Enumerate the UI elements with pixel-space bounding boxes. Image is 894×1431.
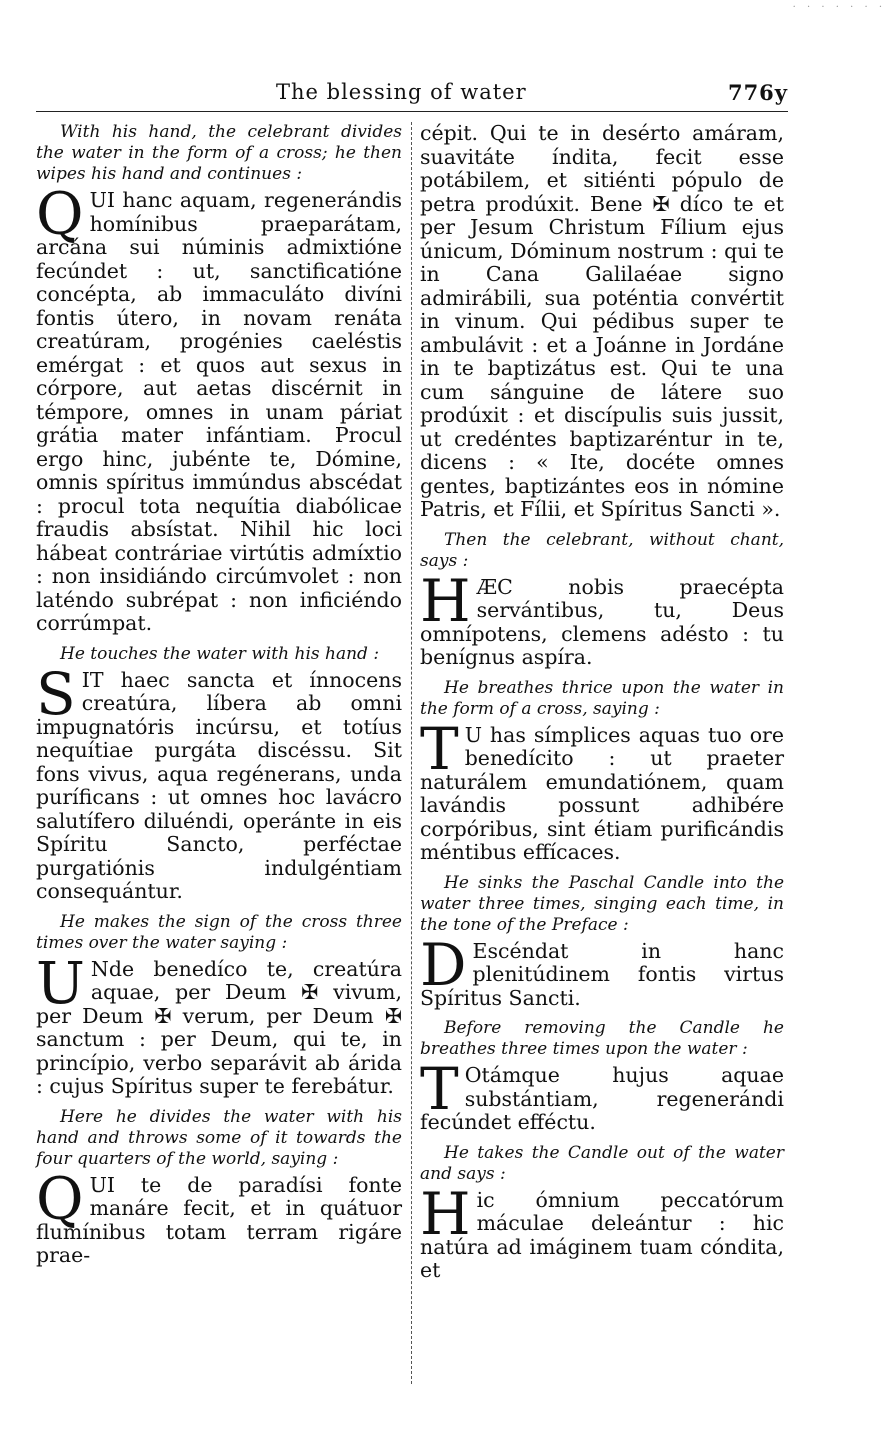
prayer-text: UI hanc aquam, regenerándis homínibus praeparátam, arcána sui núminis admixtióne fecúndet : ut, sanctificatióne concépta, ab immaculáto divíni fontis útero, in novam renáta creatúram, progénies caeléstis emérgat : et quos aut sexus in córpore, aut aetas discérnit in témpore, omnes in unam páriat grátia mater infántiam. Procul ergo hinc, jubénte te, Dómine, omnis spíritus immúndus abscédat : procul tota nequítia diabólicae fraudis absístat. Nihil hic loci hábeat contráriae virtútis admíxtio : non insidiándo circúmvolet : non laténdo subrépat : non inficiéndo corrúmpat. (36, 188, 402, 635)
prayer-text: IT haec sancta et ínnocens creatúra, líbera ab omni impugnatóris incúrsu, et totíus nequítiae purgáta discéssu. Sit fons vivus, aqua regénerans, unda puríficans : ut omnes hoc lavácro salutífero diluéndi, operánte in eis Spíritu Sancto, perféctae purgatiónis indulgéntiam consequántur. (36, 667, 402, 903)
prayer-text: U has símplices aquas tuo ore benedícito : ut praeter naturálem emundatiónem, quam lavándis possunt adhibére corpóribus, sint étiam purificándis méntibus effícaces. (420, 722, 784, 864)
header-rule (36, 111, 788, 112)
rubric: He makes the sign of the cross three times over the water saying : (36, 911, 402, 953)
rubric: He breathes thrice upon the water in the form of a cross, saying : (420, 677, 784, 719)
prayer-paragraph (36, 659, 402, 904)
drop-cap: T (420, 714, 459, 783)
page-number: 776y (727, 80, 788, 105)
prayer-text: Nde benedíco te, creatúra aquae, per Deum ✠ vivum, per Deum ✠ verum, per Deum ✠ sanctum : per Deum, qui te, in princípio, verbo separávit ab árida : cujus Spíritus super te ferebátur. (36, 956, 402, 1098)
drop-cap: D (420, 930, 467, 999)
running-title: The blessing of water (276, 80, 527, 104)
rubric: Before removing the Candle he breathes three times upon the water : (420, 1018, 784, 1059)
prayer-paragraph (420, 714, 784, 865)
rubric: He takes the Candle out of the water and says : (420, 1142, 784, 1184)
page-header (36, 80, 788, 110)
drop-cap: H (420, 566, 471, 635)
prayer-paragraph (420, 1055, 784, 1135)
prayer-paragraph (420, 930, 784, 1011)
prayer-text: ÆC nobis praecépta servántibus, tu, Deus omnípotens, clemens adésto : tu benígnus aspíra. (420, 574, 784, 669)
drop-cap: Q (36, 180, 84, 248)
prayer-paragraph (420, 1179, 784, 1283)
drop-cap: Q (36, 1164, 84, 1233)
rubric: He touches the water with his hand : (60, 643, 380, 664)
column-divider (411, 122, 412, 1384)
prayer-text: cépit. Qui te in desérto amáram, suavitáte índita, fecit esse potábilem, et sitiénti pópulo de petra prodúxit. Bene ✠ díco te et per Jesum Christum Fílium ejus únicum, Dóminum nostrum : qui te in Cana Galilaéae signo admirábili, sua poténtia convértit in vinum. Qui pédibus super te ambulávit : et a Joánne in Jordáne in te baptizátus est. Qui te una cum sánguine de látere suo prodúxit : et discípulis suis jussit, ut credéntes baptizaréntur in te, dicens : « Ite, docéte omnes gentes, baptizántes eos in nómine Patris, et Fílii, et Spíritus Sancti ». (420, 121, 784, 521)
drop-cap: T (420, 1055, 459, 1123)
prayer-text: UI te de paradísi fonte manáre fecit, et in quátuor flumínibus totam terram rigáre prae- (36, 1172, 402, 1267)
drop-cap: S (36, 659, 76, 728)
drop-cap: U (36, 948, 85, 1017)
prayer-paragraph (36, 1164, 402, 1268)
rubric: With his hand, the celebrant divides the water in the form of a cross; he then wipes his hand and continues : (36, 122, 402, 184)
prayer-text: Escéndat in hanc plenitúdinem fontis virtus Spíritus Sancti. (420, 938, 784, 1010)
prayer-paragraph (420, 566, 784, 670)
drop-cap: H (420, 1179, 471, 1248)
prayer-paragraph-continued (420, 122, 784, 522)
prayer-paragraph (36, 948, 402, 1099)
right-column (420, 122, 784, 1291)
left-column (36, 122, 402, 1276)
rubric: He sinks the Paschal Candle into the water three times, singing each time, in the tone of the Preface : (420, 872, 784, 935)
top-edge-marks: · · · · · · · (792, 2, 886, 13)
rubric: Then the celebrant, without chant, says : (420, 529, 784, 571)
rubric: Here he divides the water with his hand and throws some of it towards the four quarters of the world, saying : (36, 1106, 402, 1169)
prayer-text: Otámque hujus aquae substántiam, regenerándi fecúndet efféctu. (420, 1063, 784, 1134)
prayer-text: ic ómnium peccatórum máculae deleántur : hic natúra ad imáginem tuam cóndita, et (420, 1187, 784, 1282)
prayer-paragraph (36, 180, 402, 636)
